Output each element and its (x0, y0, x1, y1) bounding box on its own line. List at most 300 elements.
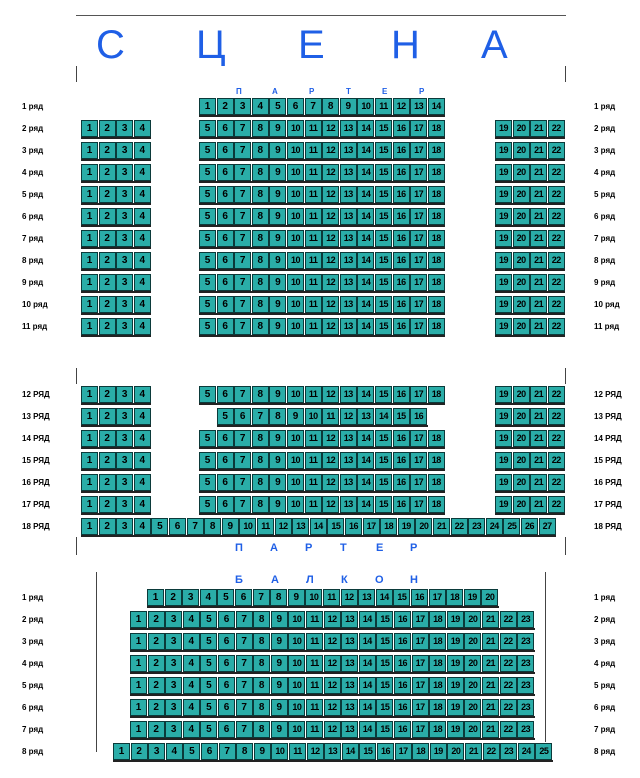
seat[interactable]: 1 (130, 655, 147, 672)
seat[interactable]: 1 (81, 230, 98, 247)
seat[interactable]: 1 (130, 633, 147, 650)
seat[interactable]: 19 (430, 743, 447, 760)
seat[interactable]: 12 (324, 655, 341, 672)
seat[interactable]: 17 (410, 296, 427, 313)
seat[interactable]: 10 (287, 296, 304, 313)
seat[interactable]: 8 (252, 142, 269, 159)
seat[interactable]: 17 (410, 120, 427, 137)
seat[interactable]: 19 (447, 655, 464, 672)
seat[interactable]: 10 (288, 699, 305, 716)
seat[interactable]: 9 (269, 474, 286, 491)
seat[interactable]: 8 (252, 296, 269, 313)
seat[interactable]: 5 (199, 252, 216, 269)
seat[interactable]: 12 (322, 274, 339, 291)
seat[interactable]: 17 (410, 186, 427, 203)
seat[interactable]: 3 (116, 496, 133, 513)
seat[interactable]: 15 (375, 474, 392, 491)
seat[interactable]: 1 (130, 677, 147, 694)
seat[interactable]: 6 (217, 430, 234, 447)
seat[interactable]: 20 (513, 296, 530, 313)
seat[interactable]: 6 (218, 633, 235, 650)
seat[interactable]: 4 (166, 743, 183, 760)
seat[interactable]: 16 (345, 518, 362, 535)
seat[interactable]: 23 (517, 611, 534, 628)
seat[interactable]: 17 (410, 452, 427, 469)
seat[interactable]: 1 (81, 252, 98, 269)
seat[interactable]: 5 (199, 230, 216, 247)
seat[interactable]: 12 (322, 318, 339, 335)
seat[interactable]: 9 (271, 655, 288, 672)
seat[interactable]: 14 (357, 208, 374, 225)
seat[interactable]: 2 (99, 142, 116, 159)
seat[interactable]: 12 (322, 186, 339, 203)
seat[interactable]: 16 (393, 386, 410, 403)
seat[interactable]: 15 (375, 296, 392, 313)
seat[interactable]: 4 (134, 252, 151, 269)
seat[interactable]: 15 (375, 142, 392, 159)
seat[interactable]: 13 (340, 120, 357, 137)
seat[interactable]: 14 (357, 230, 374, 247)
seat[interactable]: 22 (548, 408, 565, 425)
seat[interactable]: 14 (357, 474, 374, 491)
seat[interactable]: 8 (253, 611, 270, 628)
seat[interactable]: 8 (253, 633, 270, 650)
seat[interactable]: 15 (375, 164, 392, 181)
seat[interactable]: 4 (183, 633, 200, 650)
seat[interactable]: 21 (530, 408, 547, 425)
seat[interactable]: 20 (464, 655, 481, 672)
seat[interactable]: 17 (410, 474, 427, 491)
seat[interactable]: 9 (271, 611, 288, 628)
seat[interactable]: 20 (513, 142, 530, 159)
seat[interactable]: 6 (217, 120, 234, 137)
seat[interactable]: 3 (165, 655, 182, 672)
seat[interactable]: 7 (234, 120, 251, 137)
seat[interactable]: 5 (217, 589, 234, 606)
seat[interactable]: 22 (548, 120, 565, 137)
seat[interactable]: 19 (495, 274, 512, 291)
seat[interactable]: 7 (234, 496, 251, 513)
seat[interactable]: 22 (548, 252, 565, 269)
seat[interactable]: 22 (548, 452, 565, 469)
seat[interactable]: 12 (322, 296, 339, 313)
seat[interactable]: 16 (393, 474, 410, 491)
seat[interactable]: 3 (116, 120, 133, 137)
seat[interactable]: 19 (495, 408, 512, 425)
seat[interactable]: 8 (253, 677, 270, 694)
seat[interactable]: 2 (148, 655, 165, 672)
seat[interactable]: 11 (305, 386, 322, 403)
seat[interactable]: 2 (99, 474, 116, 491)
seat[interactable]: 18 (412, 743, 429, 760)
seat[interactable]: 6 (201, 743, 218, 760)
seat[interactable]: 11 (305, 252, 322, 269)
seat[interactable]: 2 (148, 611, 165, 628)
seat[interactable]: 23 (517, 677, 534, 694)
seat[interactable]: 14 (357, 164, 374, 181)
seat[interactable]: 13 (340, 274, 357, 291)
seat[interactable]: 4 (200, 589, 217, 606)
seat[interactable]: 19 (447, 633, 464, 650)
seat[interactable]: 6 (217, 474, 234, 491)
seat[interactable]: 5 (199, 386, 216, 403)
seat[interactable]: 3 (182, 589, 199, 606)
seat[interactable]: 4 (134, 386, 151, 403)
seat[interactable]: 21 (530, 142, 547, 159)
seat[interactable]: 25 (535, 743, 552, 760)
seat[interactable]: 22 (500, 633, 517, 650)
seat[interactable]: 19 (495, 474, 512, 491)
seat[interactable]: 2 (148, 699, 165, 716)
seat[interactable]: 5 (269, 98, 286, 115)
seat[interactable]: 20 (464, 721, 481, 738)
seat[interactable]: 13 (340, 186, 357, 203)
seat[interactable]: 1 (81, 408, 98, 425)
seat[interactable]: 19 (495, 230, 512, 247)
seat[interactable]: 18 (428, 208, 445, 225)
seat[interactable]: 1 (147, 589, 164, 606)
seat[interactable]: 20 (513, 252, 530, 269)
seat[interactable]: 4 (183, 655, 200, 672)
seat[interactable]: 4 (183, 611, 200, 628)
seat[interactable]: 14 (359, 721, 376, 738)
seat[interactable]: 14 (342, 743, 359, 760)
seat[interactable]: 6 (217, 452, 234, 469)
seat[interactable]: 11 (305, 296, 322, 313)
seat[interactable]: 20 (481, 589, 498, 606)
seat[interactable]: 9 (271, 633, 288, 650)
seat[interactable]: 13 (324, 743, 341, 760)
seat[interactable]: 5 (199, 208, 216, 225)
seat[interactable]: 24 (518, 743, 535, 760)
seat[interactable]: 25 (503, 518, 520, 535)
seat[interactable]: 10 (287, 474, 304, 491)
seat[interactable]: 14 (357, 186, 374, 203)
seat[interactable]: 14 (359, 677, 376, 694)
seat[interactable]: 16 (393, 208, 410, 225)
seat[interactable]: 16 (393, 496, 410, 513)
seat[interactable]: 22 (483, 743, 500, 760)
seat[interactable]: 12 (322, 208, 339, 225)
seat[interactable]: 11 (305, 208, 322, 225)
seat[interactable]: 8 (252, 186, 269, 203)
seat[interactable]: 16 (411, 589, 428, 606)
seat[interactable]: 16 (393, 252, 410, 269)
seat[interactable]: 2 (99, 186, 116, 203)
seat[interactable]: 5 (199, 120, 216, 137)
seat[interactable]: 8 (269, 408, 286, 425)
seat[interactable]: 17 (395, 743, 412, 760)
seat[interactable]: 17 (410, 252, 427, 269)
seat[interactable]: 21 (482, 655, 499, 672)
seat[interactable]: 16 (393, 120, 410, 137)
seat[interactable]: 10 (287, 386, 304, 403)
seat[interactable]: 9 (269, 386, 286, 403)
seat[interactable]: 7 (234, 318, 251, 335)
seat[interactable]: 17 (410, 386, 427, 403)
seat[interactable]: 15 (375, 252, 392, 269)
seat[interactable]: 18 (428, 296, 445, 313)
seat[interactable]: 11 (257, 518, 274, 535)
seat[interactable]: 9 (271, 677, 288, 694)
seat[interactable]: 5 (200, 721, 217, 738)
seat[interactable]: 8 (270, 589, 287, 606)
seat[interactable]: 6 (217, 386, 234, 403)
seat[interactable]: 22 (548, 430, 565, 447)
seat[interactable]: 16 (410, 408, 427, 425)
seat[interactable]: 4 (183, 699, 200, 716)
seat[interactable]: 10 (357, 98, 374, 115)
seat[interactable]: 15 (359, 743, 376, 760)
seat[interactable]: 10 (287, 496, 304, 513)
seat[interactable]: 12 (340, 408, 357, 425)
seat[interactable]: 15 (375, 274, 392, 291)
seat[interactable]: 16 (393, 430, 410, 447)
seat[interactable]: 18 (429, 699, 446, 716)
seat[interactable]: 12 (322, 474, 339, 491)
seat[interactable]: 2 (99, 386, 116, 403)
seat[interactable]: 8 (252, 120, 269, 137)
seat[interactable]: 16 (394, 611, 411, 628)
seat[interactable]: 1 (81, 142, 98, 159)
seat[interactable]: 9 (340, 98, 357, 115)
seat[interactable]: 7 (234, 474, 251, 491)
seat[interactable]: 9 (269, 274, 286, 291)
seat[interactable]: 21 (530, 274, 547, 291)
seat[interactable]: 14 (359, 633, 376, 650)
seat[interactable]: 14 (359, 655, 376, 672)
seat[interactable]: 23 (517, 655, 534, 672)
seat[interactable]: 9 (269, 230, 286, 247)
seat[interactable]: 9 (269, 318, 286, 335)
seat[interactable]: 13 (340, 474, 357, 491)
seat[interactable]: 7 (234, 230, 251, 247)
seat[interactable]: 16 (394, 721, 411, 738)
seat[interactable]: 10 (288, 677, 305, 694)
seat[interactable]: 22 (548, 386, 565, 403)
seat[interactable]: 18 (429, 633, 446, 650)
seat[interactable]: 9 (269, 452, 286, 469)
seat[interactable]: 13 (341, 677, 358, 694)
seat[interactable]: 1 (81, 518, 98, 535)
seat[interactable]: 11 (305, 274, 322, 291)
seat[interactable]: 16 (394, 655, 411, 672)
seat[interactable]: 7 (234, 430, 251, 447)
seat[interactable]: 6 (234, 408, 251, 425)
seat[interactable]: 4 (134, 230, 151, 247)
seat[interactable]: 22 (451, 518, 468, 535)
seat[interactable]: 5 (183, 743, 200, 760)
seat[interactable]: 21 (482, 699, 499, 716)
seat[interactable]: 5 (200, 699, 217, 716)
seat[interactable]: 4 (183, 721, 200, 738)
seat[interactable]: 27 (539, 518, 556, 535)
seat[interactable]: 17 (412, 699, 429, 716)
seat[interactable]: 8 (252, 208, 269, 225)
seat[interactable]: 15 (375, 120, 392, 137)
seat[interactable]: 14 (357, 142, 374, 159)
seat[interactable]: 20 (513, 452, 530, 469)
seat[interactable]: 15 (375, 318, 392, 335)
seat[interactable]: 19 (464, 589, 481, 606)
seat[interactable]: 6 (217, 496, 234, 513)
seat[interactable]: 8 (253, 655, 270, 672)
seat[interactable]: 16 (393, 164, 410, 181)
seat[interactable]: 3 (148, 743, 165, 760)
seat[interactable]: 10 (305, 408, 322, 425)
seat[interactable]: 22 (500, 721, 517, 738)
seat[interactable]: 13 (341, 699, 358, 716)
seat[interactable]: 15 (327, 518, 344, 535)
seat[interactable]: 20 (513, 274, 530, 291)
seat[interactable]: 15 (376, 699, 393, 716)
seat[interactable]: 11 (305, 142, 322, 159)
seat[interactable]: 9 (287, 408, 304, 425)
seat[interactable]: 21 (530, 164, 547, 181)
seat[interactable]: 9 (222, 518, 239, 535)
seat[interactable]: 20 (513, 318, 530, 335)
seat[interactable]: 21 (465, 743, 482, 760)
seat[interactable]: 10 (287, 120, 304, 137)
seat[interactable]: 7 (234, 208, 251, 225)
seat[interactable]: 8 (252, 452, 269, 469)
seat[interactable]: 8 (252, 386, 269, 403)
seat[interactable]: 4 (134, 142, 151, 159)
seat[interactable]: 14 (357, 318, 374, 335)
seat[interactable]: 12 (322, 230, 339, 247)
seat[interactable]: 22 (500, 655, 517, 672)
seat[interactable]: 20 (513, 208, 530, 225)
seat[interactable]: 8 (252, 496, 269, 513)
seat[interactable]: 7 (253, 589, 270, 606)
seat[interactable]: 20 (513, 186, 530, 203)
seat[interactable]: 5 (199, 164, 216, 181)
seat[interactable]: 4 (134, 474, 151, 491)
seat[interactable]: 6 (217, 296, 234, 313)
seat[interactable]: 21 (482, 721, 499, 738)
seat[interactable]: 11 (305, 452, 322, 469)
seat[interactable]: 19 (495, 208, 512, 225)
seat[interactable]: 2 (99, 318, 116, 335)
seat[interactable]: 12 (324, 699, 341, 716)
seat[interactable]: 1 (81, 452, 98, 469)
seat[interactable]: 2 (99, 296, 116, 313)
seat[interactable]: 19 (447, 611, 464, 628)
seat[interactable]: 1 (130, 611, 147, 628)
seat[interactable]: 1 (81, 496, 98, 513)
seat[interactable]: 10 (288, 655, 305, 672)
seat[interactable]: 1 (81, 164, 98, 181)
seat[interactable]: 3 (165, 611, 182, 628)
seat[interactable]: 12 (275, 518, 292, 535)
seat[interactable]: 3 (116, 430, 133, 447)
seat[interactable]: 13 (357, 408, 374, 425)
seat[interactable]: 4 (134, 408, 151, 425)
seat[interactable]: 17 (410, 496, 427, 513)
seat[interactable]: 20 (513, 496, 530, 513)
seat[interactable]: 12 (393, 98, 410, 115)
seat[interactable]: 18 (446, 589, 463, 606)
seat[interactable]: 5 (199, 474, 216, 491)
seat[interactable]: 7 (236, 721, 253, 738)
seat[interactable]: 17 (412, 611, 429, 628)
seat[interactable]: 22 (548, 296, 565, 313)
seat[interactable]: 18 (428, 252, 445, 269)
seat[interactable]: 12 (341, 589, 358, 606)
seat[interactable]: 8 (253, 699, 270, 716)
seat[interactable]: 3 (116, 386, 133, 403)
seat[interactable]: 10 (287, 318, 304, 335)
seat[interactable]: 2 (99, 120, 116, 137)
seat[interactable]: 17 (410, 274, 427, 291)
seat[interactable]: 14 (357, 452, 374, 469)
seat[interactable]: 8 (253, 721, 270, 738)
seat[interactable]: 1 (81, 296, 98, 313)
seat[interactable]: 7 (187, 518, 204, 535)
seat[interactable]: 2 (99, 430, 116, 447)
seat[interactable]: 23 (500, 743, 517, 760)
seat[interactable]: 18 (429, 721, 446, 738)
seat[interactable]: 4 (134, 518, 151, 535)
seat[interactable]: 22 (548, 274, 565, 291)
seat[interactable]: 12 (322, 496, 339, 513)
seat[interactable]: 18 (428, 142, 445, 159)
seat[interactable]: 3 (165, 721, 182, 738)
seat[interactable]: 21 (530, 452, 547, 469)
seat[interactable]: 18 (380, 518, 397, 535)
seat[interactable]: 10 (288, 633, 305, 650)
seat[interactable]: 1 (81, 474, 98, 491)
seat[interactable]: 2 (99, 252, 116, 269)
seat[interactable]: 22 (500, 677, 517, 694)
seat[interactable]: 21 (482, 611, 499, 628)
seat[interactable]: 9 (271, 721, 288, 738)
seat[interactable]: 14 (357, 386, 374, 403)
seat[interactable]: 17 (410, 142, 427, 159)
seat[interactable]: 9 (271, 699, 288, 716)
seat[interactable]: 5 (199, 142, 216, 159)
seat[interactable]: 11 (305, 318, 322, 335)
seat[interactable]: 19 (495, 296, 512, 313)
seat[interactable]: 4 (134, 208, 151, 225)
seat[interactable]: 20 (513, 230, 530, 247)
seat[interactable]: 7 (234, 274, 251, 291)
seat[interactable]: 9 (269, 208, 286, 225)
seat[interactable]: 4 (134, 120, 151, 137)
seat[interactable]: 6 (235, 589, 252, 606)
seat[interactable]: 1 (81, 186, 98, 203)
seat[interactable]: 14 (359, 611, 376, 628)
seat[interactable]: 13 (340, 430, 357, 447)
seat[interactable]: 10 (288, 721, 305, 738)
seat[interactable]: 17 (412, 677, 429, 694)
seat[interactable]: 18 (429, 655, 446, 672)
seat[interactable]: 3 (116, 252, 133, 269)
seat[interactable]: 5 (199, 186, 216, 203)
seat[interactable]: 7 (234, 452, 251, 469)
seat[interactable]: 9 (269, 142, 286, 159)
seat[interactable]: 1 (81, 318, 98, 335)
seat[interactable]: 7 (234, 386, 251, 403)
seat[interactable]: 13 (340, 230, 357, 247)
seat[interactable]: 17 (412, 655, 429, 672)
seat[interactable]: 20 (513, 474, 530, 491)
seat[interactable]: 21 (482, 633, 499, 650)
seat[interactable]: 2 (99, 408, 116, 425)
seat[interactable]: 6 (217, 186, 234, 203)
seat[interactable]: 19 (495, 452, 512, 469)
seat[interactable]: 11 (305, 230, 322, 247)
